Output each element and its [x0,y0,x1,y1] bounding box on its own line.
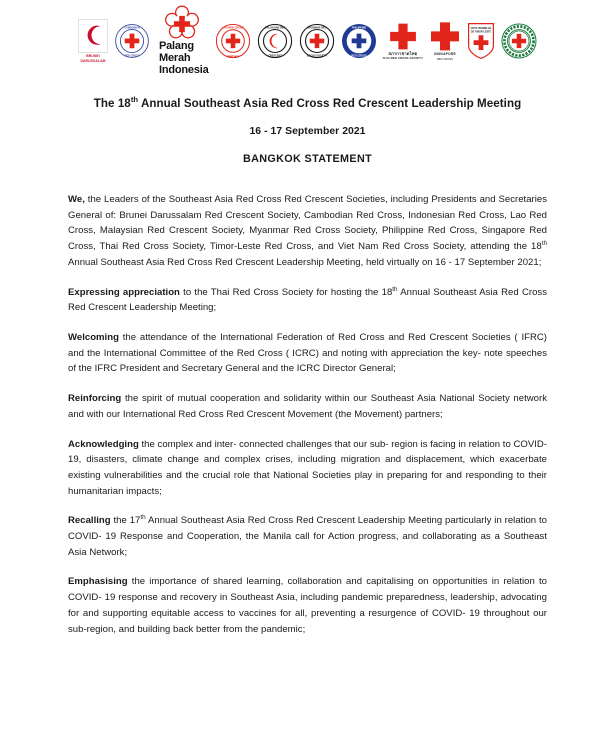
palang-merah-indonesia-wordmark [159,41,209,77]
page-title-prefix: The 18 [93,97,131,110]
svg-text:LAO RED CROSS: LAO RED CROSS [221,26,244,30]
paragraph-lead: Acknowledging [68,438,139,450]
document-body [0,192,615,637]
paragraph-expressing-appreciation [68,285,547,316]
svg-text:PHILIPPINE: PHILIPPINE [351,26,366,30]
svg-text:MALAYSIAN RED: MALAYSIAN RED [264,26,285,30]
svg-text:DE TIMOR-LESTE: DE TIMOR-LESTE [470,30,492,34]
document-subtitle: BANGKOK STATEMENT [242,153,373,166]
logo-caption-line2: DARUSSALAM [80,59,106,63]
red-cross-in-shield-icon [467,22,495,60]
paragraph-welcoming [68,330,547,377]
paragraph-text-a: the complex and inter- connected challenges that our sub- region is facing in relation to COVID- 19, disasters, climate change and complex crises, including migration and displacement, which exacerbate existing vulnerabilities and the crucial role that National Societies play in preparing for and responding to their humanitarian impacts; [68,438,547,497]
logo-caption-line2: THAI RED CROSS SOCIETY [382,55,423,60]
svg-text:RED CROSS: RED CROSS [350,54,367,58]
pmi-line-2: Merah [159,52,191,65]
red-cross-in-navy-ring-icon [341,23,377,59]
paragraph-lead: Reinforcing [68,393,122,405]
page-title-suffix: Annual Southeast Asia Red Cross Red Crescent Leadership Meeting [138,97,522,110]
svg-text:CAMBODIAN: CAMBODIAN [124,26,140,30]
thai-red-cross-society-logo [383,22,423,61]
svg-text:CRUZ VERMELHA: CRUZ VERMELHA [470,27,492,31]
timor-leste-red-cross-logo [467,22,495,60]
paragraph-lead: Welcoming [68,331,119,343]
paragraph-ordinal-suffix: th [541,240,547,247]
red-cross-in-green-wreath-icon [501,23,537,59]
svg-text:RED CROSS: RED CROSS [124,54,140,58]
red-crescent-in-black-ring-icon [257,23,293,59]
singapore-red-cross-logo [429,21,461,61]
paragraph-lead: We, [68,194,85,206]
logo-caption-line1: BRUNEI [86,53,100,58]
logo-caption-line1: สภากาชาดไทย [388,50,418,56]
pmi-line-3: Indonesia [159,63,209,76]
paragraph-lead: Emphasising [68,576,128,588]
red-cross-plain-icon [388,22,418,50]
pmi-line-1: Palang [159,40,194,53]
paragraph-text-a: the Leaders of the Southeast Asia Red Cross Red Crescent Societies, including Presidents and Secretaries General of: Brunei Darussalam Red Crescent Society, Cambodian Red Cross, Indonesian Red Cross, Lao Red Cross, Malaysian Red Crescent Society, Myanmar Red Cross Society, Philippine Red Cross, Singapore Red Cross, Thai Red Cross Society, Timor-Leste Red Cross, and Viet Nam Red Cross Society, attending the 18 [68,194,547,253]
logo-caption-line2: RED CROSS [436,57,454,61]
svg-text:CROSS SOCIETY: CROSS SOCIETY [306,54,327,58]
svg-text:CRESCENT: CRESCENT [267,54,282,58]
paragraph-reinforcing [68,391,547,422]
paragraph-lead: Expressing appreciation [68,286,180,298]
logo-caption-line1: SINGAPORE [434,52,456,57]
paragraph-recalling [68,513,547,560]
paragraph-text-b: Annual Southeast Asia Red Cross Red Crescent Leadership Meeting; [68,286,547,314]
svg-text:ກາແດງລາວ: ກາແດງລາວ [226,54,239,58]
myanmar-red-cross-society-logo [299,23,335,59]
paragraph-text-a: the attendance of the International Federation of Red Cross and Red Crescent Societies ( IFRC) and the International Committee of the Red Cross ( ICRC) and noting with appreciation the key- note speeches of the IFRC President and Secretary General and the ICRC Director General; [68,331,547,375]
philippine-red-cross-logo [341,23,377,59]
paragraph-acknowledging [68,437,547,500]
malaysian-red-crescent-society-logo [257,23,293,59]
document-header [0,96,615,165]
paragraph-ordinal-suffix: th [140,514,146,522]
paragraph-text-a: the 17 [110,515,141,527]
red-cross-in-red-ring-icon [215,23,251,59]
brunei-darussalam-red-crescent-society-logo [78,19,108,64]
paragraph-emphasising [68,574,547,637]
paragraph-text-a: to the Thai Red Cross Society for hosting the 18 [179,286,393,298]
red-cross-in-flower-icon [164,5,200,41]
national-society-logos-bar [0,0,615,82]
paragraph-lead: Recalling [68,515,111,527]
paragraph-preamble [68,192,547,271]
viet-nam-red-cross-society-logo [501,23,537,59]
page-title-ordinal-suffix: th [130,95,139,105]
page-title [68,96,547,111]
paragraph-text-b: Annual Southeast Asia Red Cross Red Crescent Leadership Meeting, held virtually on 16 - 17 September 2021; [68,256,542,268]
svg-text:MYANMAR RED: MYANMAR RED [307,26,326,30]
title-block [68,96,547,165]
cambodian-red-cross-logo [114,23,150,59]
red-cross-plain-icon [429,21,461,51]
red-cross-in-black-ring-icon [299,23,335,59]
paragraph-text-a: the importance of shared learning, collaboration and capitalising on opportunities in relation to COVID- 19 response and recovery in Southeast Asia, including pandemic preparedness, leadership, advocating for and supporting equitable access to vaccines for all, preventing a resurgence of COVID- 19 throughout our sub-region, and building back better from the pandemic; [68,576,547,635]
paragraph-ordinal-suffix: th [392,285,398,293]
red-cross-in-blue-ring-icon [114,23,150,59]
paragraph-text-a: the spirit of mutual cooperation and solidarity within our Southeast Asia National Society network and with our International Red Cross Red Crescent Movement (the Movement) partners; [68,393,547,420]
red-crescent-icon [78,19,108,53]
paragraph-text-b: Annual Southeast Asia Red Cross Red Crescent Leadership Meeting particularly in relation to COVID- 19 Response and Cooperation, the Manila call for Action progress, and collaborating as a Southeast Asia Network; [68,515,547,558]
palang-merah-indonesia-logo [156,5,209,77]
lao-red-cross-logo [215,23,251,59]
meeting-date: 16 - 17 September 2021 [249,126,366,138]
